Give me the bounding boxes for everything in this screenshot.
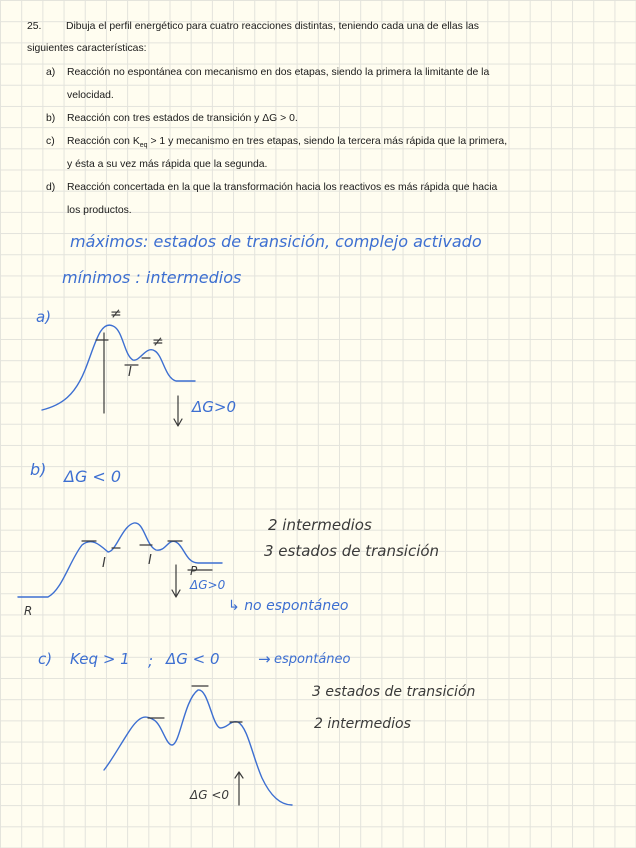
note-b-i1: I <box>102 556 106 571</box>
note-c-intermediates: 2 intermedios <box>314 716 411 732</box>
note-b-dg: ΔG>0 <box>190 578 226 592</box>
note-b-transition-states: 3 estados de transición <box>264 542 440 560</box>
note-c-keq: Keq > 1 <box>70 650 130 668</box>
item-c-line2: y ésta a su vez más rápida que la segunda. <box>67 159 268 170</box>
item-a-line1: Reacción no espontánea con mecanismo en dos etapas, siendo la primera la limitante de la <box>67 67 490 78</box>
profile-a-markers <box>96 333 182 426</box>
note-c-dg-header: ΔG < 0 <box>166 650 220 668</box>
note-b-intermediates: 2 intermedios <box>268 516 372 534</box>
note-c-result: espontáneo <box>274 652 351 667</box>
item-d-letter: d) <box>46 182 56 193</box>
note-c-arrow: → <box>258 650 271 668</box>
note-minimos: mínimos : intermedios <box>62 268 242 287</box>
note-a-dg: ΔG>0 <box>192 398 236 416</box>
note-a-ts2: ≠ <box>152 334 164 350</box>
note-a-label: a) <box>36 308 52 326</box>
item-a-line2: velocidad. <box>67 90 114 101</box>
item-a-letter: a) <box>46 67 56 78</box>
note-b-label: b) <box>30 460 47 479</box>
note-a-ts1: ≠ <box>110 306 122 322</box>
note-b-product: P <box>190 564 198 578</box>
item-c-letter: c) <box>46 136 55 147</box>
note-a-intermediate: I <box>128 365 132 380</box>
problem-intro-line2: siguientes características: <box>27 43 147 54</box>
note-b-spontaneity: ↳ no espontáneo <box>228 598 349 614</box>
note-c-sep: ; <box>148 652 154 670</box>
problem-intro-line1: Dibuja el perfil energético para cuatro reacciones distintas, teniendo cada una de ellas las <box>66 21 479 32</box>
note-b-header: ΔG < 0 <box>64 467 122 486</box>
note-c-dg: ΔG <0 <box>190 788 230 802</box>
note-b-i2: I <box>148 553 152 568</box>
note-b-reactant: R <box>24 604 33 618</box>
item-c-line1: Reacción con $K_{eq} > 1$ y mecanismo en tres etapas, siendo la tercera más rápida que la primera, <box>67 136 508 150</box>
item-d-line2: los productos. <box>67 205 132 216</box>
profile-a-curve <box>42 325 195 410</box>
item-d-line1: Reacción concertada en la que la transformación hacia los reactivos es más rápida que hacia <box>67 182 498 193</box>
item-b-letter: b) <box>46 113 56 124</box>
item-b-line1: Reacción con tres estados de transición y ΔG > 0. <box>67 113 298 124</box>
note-c-label: c) <box>38 650 53 668</box>
problem-number: 25. <box>27 21 42 32</box>
note-c-transition-states: 3 estados de transición <box>312 684 476 700</box>
note-maximos: máximos: estados de transición, complejo activado <box>70 232 482 251</box>
